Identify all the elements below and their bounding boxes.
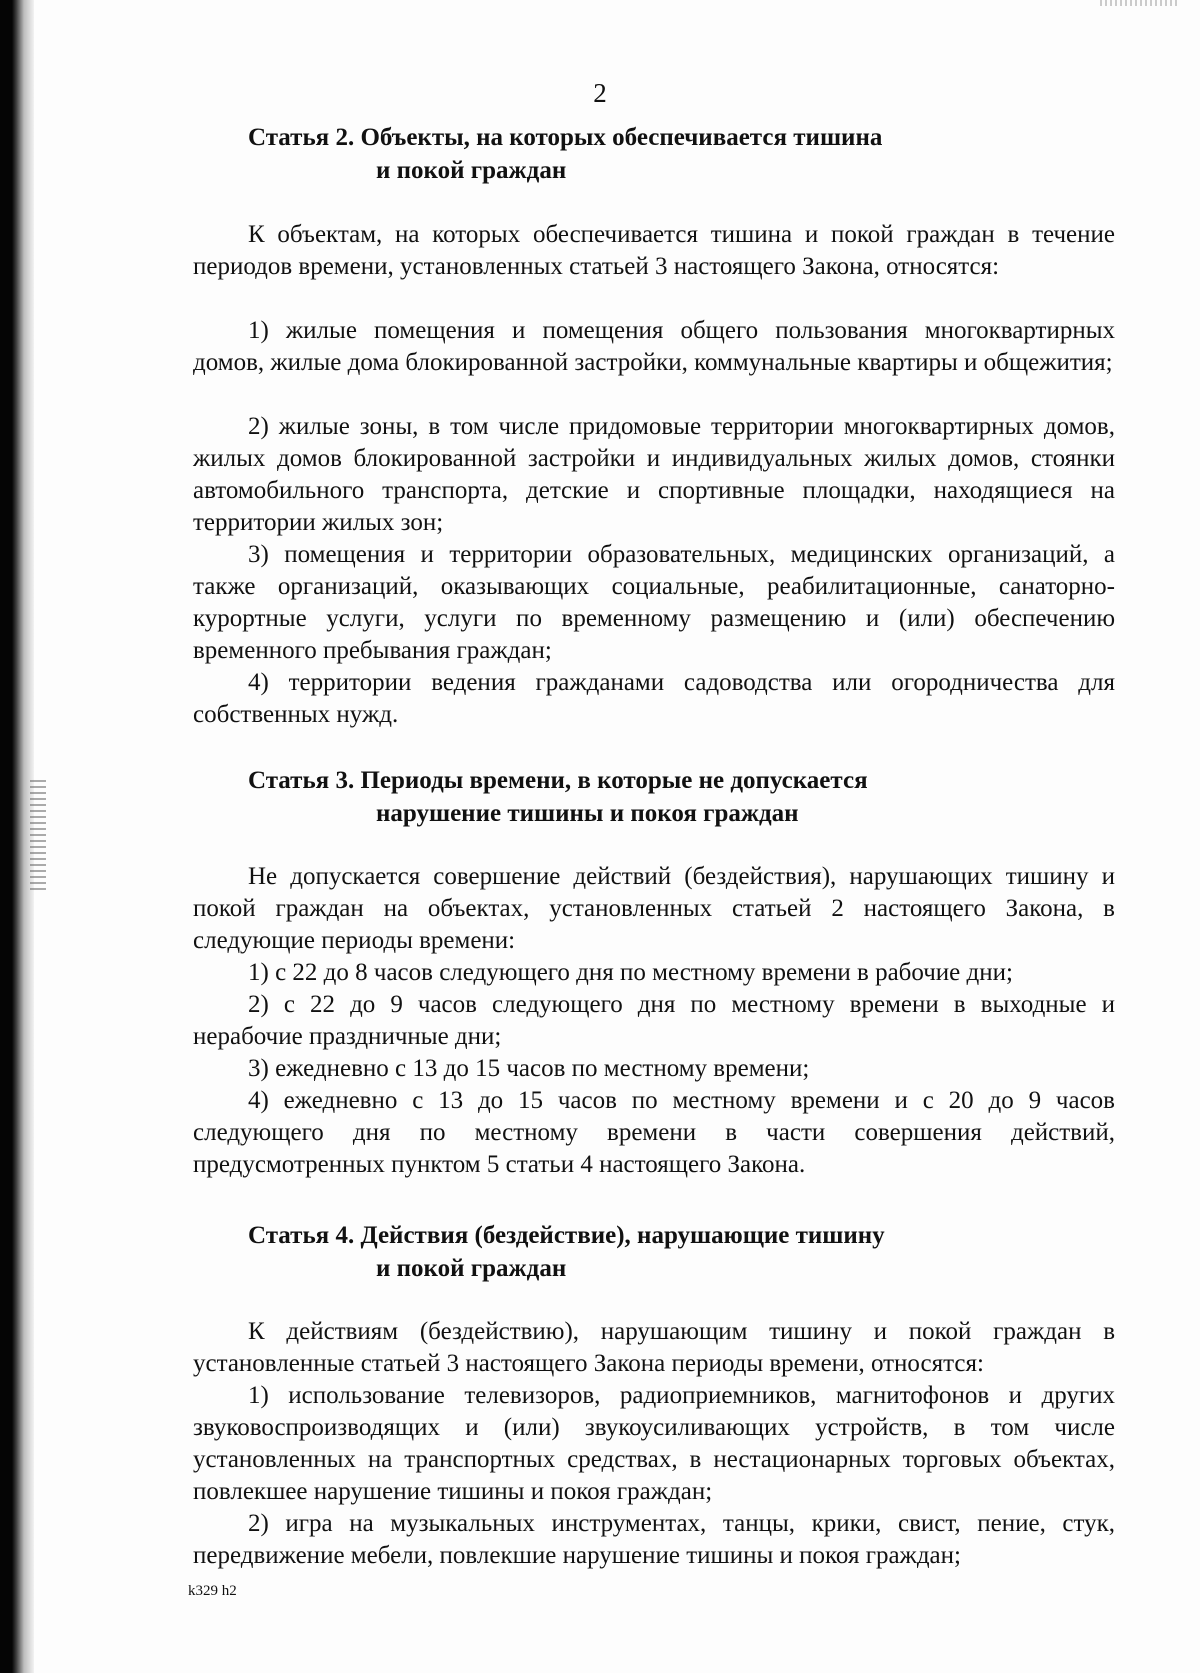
article-3-item-1: 1) с 22 до 8 часов следующего дня по местному времени в рабочие дни;	[248, 959, 1013, 986]
article-4-item-1: 1) использование телевизоров, радиоприемников, магнитофонов и других звуковоспроизводящих и (или) звукоусиливающих устройств, в том числе установленных на транспортных средствах, в нестационарных торговых объектах, повлекшее нарушение тишины и покоя граждан;	[193, 1382, 1115, 1505]
article-3-title-line2: нарушение тишины и покоя граждан	[376, 800, 799, 827]
article-3-intro: Не допускается совершение действий (бездействия), нарушающих тишину и покой граждан на объектах, установленных статьей 2 настоящего Закона, в следующие периоды времени:	[193, 863, 1115, 954]
article-2-title-line2: и покой граждан	[376, 157, 567, 184]
page-number: 2	[593, 78, 607, 108]
article-2-title	[248, 121, 1008, 187]
article-3-title	[248, 764, 1008, 830]
article-4-title-line2: и покой граждан	[376, 1255, 567, 1282]
article-2-item-4: 4) территории ведения гражданами садоводства или огородничества для собственных нужд.	[193, 669, 1115, 728]
article-3-item-4: 4) ежедневно с 13 до 15 часов по местному времени и с 20 до 9 часов следующего дня по местному времени в части совершения действий, предусмотренных пунктом 5 статьи 4 настоящего Закона.	[193, 1087, 1115, 1178]
article-4-title-line1: Статья 4. Действия (бездействие), нарушающие тишину	[248, 1222, 885, 1249]
scan-artifact	[1100, 0, 1180, 6]
article-2-item-1: 1) жилые помещения и помещения общего пользования многоквартирных домов, жилые дома блокированной застройки, коммунальные квартиры и общежития;	[193, 317, 1115, 376]
article-4-item-2: 2) игра на музыкальных инструментах, танцы, крики, свист, пение, стук, передвижение мебели, повлекшие нарушение тишины и покоя граждан;	[193, 1510, 1115, 1569]
article-4-intro: К действиям (бездействию), нарушающим тишину и покой граждан в установленные статьей 3 настоящего Закона периоды времени, относятся:	[193, 1318, 1115, 1377]
article-4-title	[248, 1219, 1008, 1285]
article-2-item-3: 3) помещения и территории образовательных, медицинских организаций, а также организаций, оказывающих социальные, реабилитационные, санаторно-курортные услуги, услуги по временному размещению и (или) обеспечению временного пребывания граждан;	[193, 541, 1115, 664]
document-code: k329 h2	[188, 1583, 237, 1599]
article-3-item-2: 2) с 22 до 9 часов следующего дня по местному времени в выходные и нерабочие праздничные дни;	[193, 991, 1115, 1050]
scan-left-edge	[0, 0, 34, 1673]
article-2-title-line1: Статья 2. Объекты, на которых обеспечивается тишина	[248, 124, 883, 151]
article-3-title-line1: Статья 3. Периоды времени, в которые не допускается	[248, 767, 868, 794]
article-2-item-2: 2) жилые зоны, в том числе придомовые территории многоквартирных домов, жилых домов блокированной застройки и индивидуальных жилых домов, стоянки автомобильного транспорта, детские и спортивные площадки, находящиеся на территории жилых зон;	[193, 413, 1115, 536]
article-2-intro: К объектам, на которых обеспечивается тишина и покой граждан в течение периодов времени, установленных статьей 3 настоящего Закона, относятся:	[193, 221, 1115, 280]
article-3-item-3: 3) ежедневно с 13 до 15 часов по местному времени;	[248, 1055, 810, 1082]
